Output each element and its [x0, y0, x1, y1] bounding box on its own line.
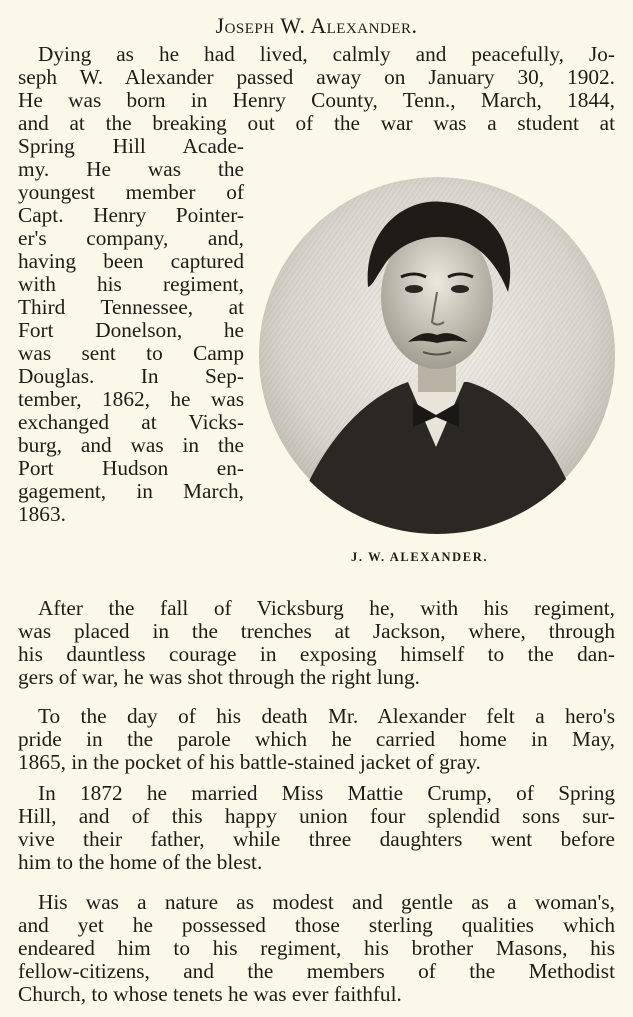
text-line: He was born in Henry County, Tenn., March, 1844, [18, 88, 615, 112]
text-line: his dauntless courage in exposing himself to the dan- [18, 642, 615, 666]
text-line: and yet he possessed those sterling qualities which [18, 913, 615, 937]
text-line: In 1872 he married Miss Mattie Crump, of Spring [38, 781, 615, 805]
text-line: tember, 1862, he was [18, 387, 244, 411]
text-line: Douglas. In Sep- [18, 364, 244, 388]
text-line: my. He was the [18, 157, 244, 181]
text-line: Capt. Henry Pointer- [18, 203, 244, 227]
text-line: was sent to Camp [18, 341, 244, 365]
text-line: gers of war, he was shot through the right lung. [18, 665, 420, 689]
text-line: 1863. [18, 502, 66, 526]
text-line: Third Tennessee, at [18, 295, 244, 319]
text-line: pride in the parole which he carried home in May, [18, 727, 615, 751]
text-line: Fort Donelson, he [18, 318, 244, 342]
text-line: was placed in the trenches at Jackson, where, through [18, 619, 615, 643]
text-line: burg, and was in the [18, 433, 244, 457]
text-line: Dying as he had lived, calmly and peacefully, Jo- [38, 42, 615, 66]
text-line: having been captured [18, 249, 244, 273]
text-line: Church, to whose tenets he was ever faithful. [18, 982, 402, 1006]
text-line: him to the home of the blest. [18, 850, 263, 874]
text-line: vive their father, while three daughters went before [18, 827, 615, 851]
text-line: To the day of his death Mr. Alexander felt a hero's [38, 704, 615, 728]
text-line: Hill, and of this happy union four splendid sons sur- [18, 804, 615, 828]
page-title: Joseph W. Alexander. [215, 13, 418, 38]
text-line: exchanged at Vicks- [18, 410, 244, 434]
text-line: His was a nature as modest and gentle as a woman's, [38, 890, 615, 914]
text-line: 1865, in the pocket of his battle-stained jacket of gray. [18, 750, 481, 774]
text-line: with his regiment, [18, 272, 244, 296]
text-line: Spring Hill Acade- [18, 134, 244, 158]
text-line: gagement, in March, [18, 479, 244, 503]
portrait-image [258, 177, 616, 534]
portrait-caption: J. W. ALEXANDER. [351, 550, 489, 564]
text-line: Port Hudson en- [18, 456, 244, 480]
text-line: After the fall of Vicksburg he, with his regiment, [38, 596, 615, 620]
text-line: and at the breaking out of the war was a student at [18, 111, 615, 135]
text-line: youngest member of [18, 180, 244, 204]
text-line: endeared him to his regiment, his brother Masons, his [18, 936, 615, 960]
text-line: seph W. Alexander passed away on January 30, 1902. [18, 65, 615, 89]
text-line: fellow-citizens, and the members of the Methodist [18, 959, 615, 983]
text-line: er's company, and, [18, 226, 244, 250]
portrait-engraving-icon [258, 177, 616, 534]
